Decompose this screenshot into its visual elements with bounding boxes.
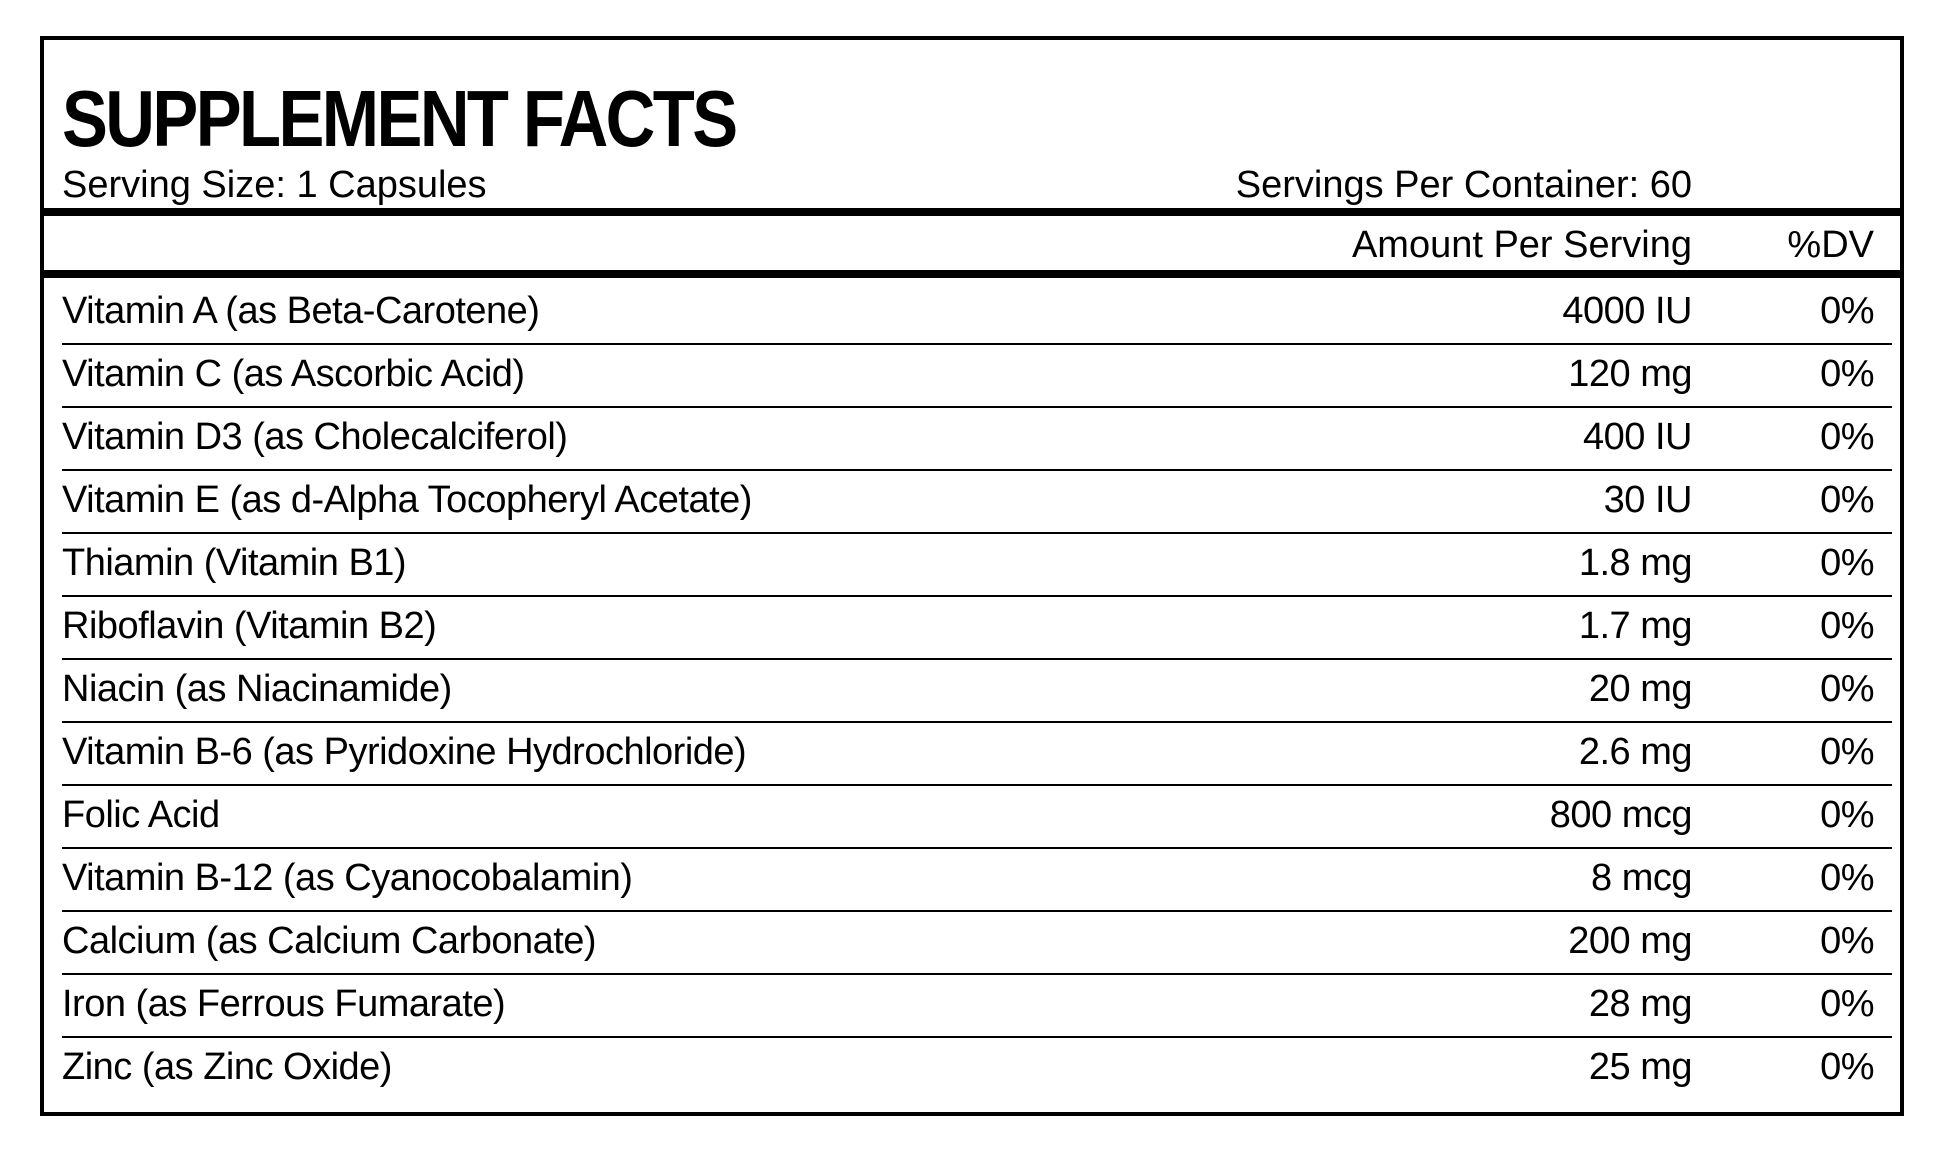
table-row [62, 471, 1892, 534]
table-row [62, 723, 1892, 786]
panel-title: SUPPLEMENT FACTS [62, 74, 736, 163]
nutrient-dv: 0% [1820, 1046, 1874, 1088]
table-row [62, 345, 1892, 408]
nutrient-dv: 0% [1820, 983, 1874, 1025]
nutrient-dv: 0% [1820, 920, 1874, 962]
nutrient-name: Vitamin C (as Ascorbic Acid) [62, 353, 525, 395]
nutrient-name: Thiamin (Vitamin B1) [62, 542, 407, 584]
table-row [62, 282, 1892, 345]
nutrient-name: Niacin (as Niacinamide) [62, 668, 452, 710]
nutrient-amount: 1.7 mg [1578, 605, 1692, 647]
supplement-facts-panel [40, 36, 1904, 1116]
nutrient-amount: 30 IU [1603, 479, 1692, 521]
nutrient-amount: 20 mg [1588, 668, 1692, 710]
nutrient-dv: 0% [1820, 479, 1874, 521]
nutrient-name: Folic Acid [62, 794, 220, 836]
table-row [62, 597, 1892, 660]
nutrient-name: Zinc (as Zinc Oxide) [62, 1046, 392, 1088]
nutrient-dv: 0% [1820, 416, 1874, 458]
nutrient-amount: 1.8 mg [1578, 542, 1692, 584]
nutrient-amount: 400 IU [1583, 416, 1692, 458]
table-row [62, 1038, 1892, 1101]
table-row [62, 408, 1892, 471]
nutrient-amount: 28 mg [1588, 983, 1692, 1025]
nutrient-dv: 0% [1820, 542, 1874, 584]
nutrient-name: Riboflavin (Vitamin B2) [62, 605, 437, 647]
servings-per-container: Servings Per Container: 60 [1235, 164, 1692, 206]
table-row [62, 849, 1892, 912]
column-header-dv: %DV [1787, 224, 1874, 266]
nutrient-name: Vitamin D3 (as Cholecalciferol) [62, 416, 568, 458]
nutrient-name: Vitamin A (as Beta-Carotene) [62, 290, 540, 332]
nutrient-dv: 0% [1820, 731, 1874, 773]
table-row [62, 786, 1892, 849]
column-header-divider [44, 270, 1900, 278]
nutrient-name: Vitamin B-6 (as Pyridoxine Hydrochloride) [62, 731, 747, 773]
table-row [62, 912, 1892, 975]
nutrient-name: Calcium (as Calcium Carbonate) [62, 920, 597, 962]
nutrient-dv: 0% [1820, 605, 1874, 647]
nutrient-dv: 0% [1820, 353, 1874, 395]
nutrient-name: Vitamin E (as d-Alpha Tocopheryl Acetate) [62, 479, 752, 521]
nutrient-table [62, 282, 1892, 1101]
nutrient-amount: 200 mg [1568, 920, 1692, 962]
nutrient-amount: 120 mg [1568, 353, 1692, 395]
header-divider [44, 208, 1900, 216]
nutrient-amount: 25 mg [1588, 1046, 1692, 1088]
nutrient-name: Vitamin B-12 (as Cyanocobalamin) [62, 857, 633, 899]
nutrient-dv: 0% [1820, 290, 1874, 332]
nutrient-amount: 800 mcg [1549, 794, 1692, 836]
nutrient-dv: 0% [1820, 857, 1874, 899]
nutrient-dv: 0% [1820, 668, 1874, 710]
nutrient-amount: 8 mcg [1591, 857, 1692, 899]
table-row [62, 660, 1892, 723]
nutrient-amount: 4000 IU [1562, 290, 1692, 332]
nutrient-amount: 2.6 mg [1578, 731, 1692, 773]
nutrient-name: Iron (as Ferrous Fumarate) [62, 983, 506, 1025]
table-row [62, 975, 1892, 1038]
serving-size: Serving Size: 1 Capsules [62, 164, 487, 206]
column-header-amount: Amount Per Serving [1351, 224, 1692, 266]
table-row [62, 534, 1892, 597]
nutrient-dv: 0% [1820, 794, 1874, 836]
